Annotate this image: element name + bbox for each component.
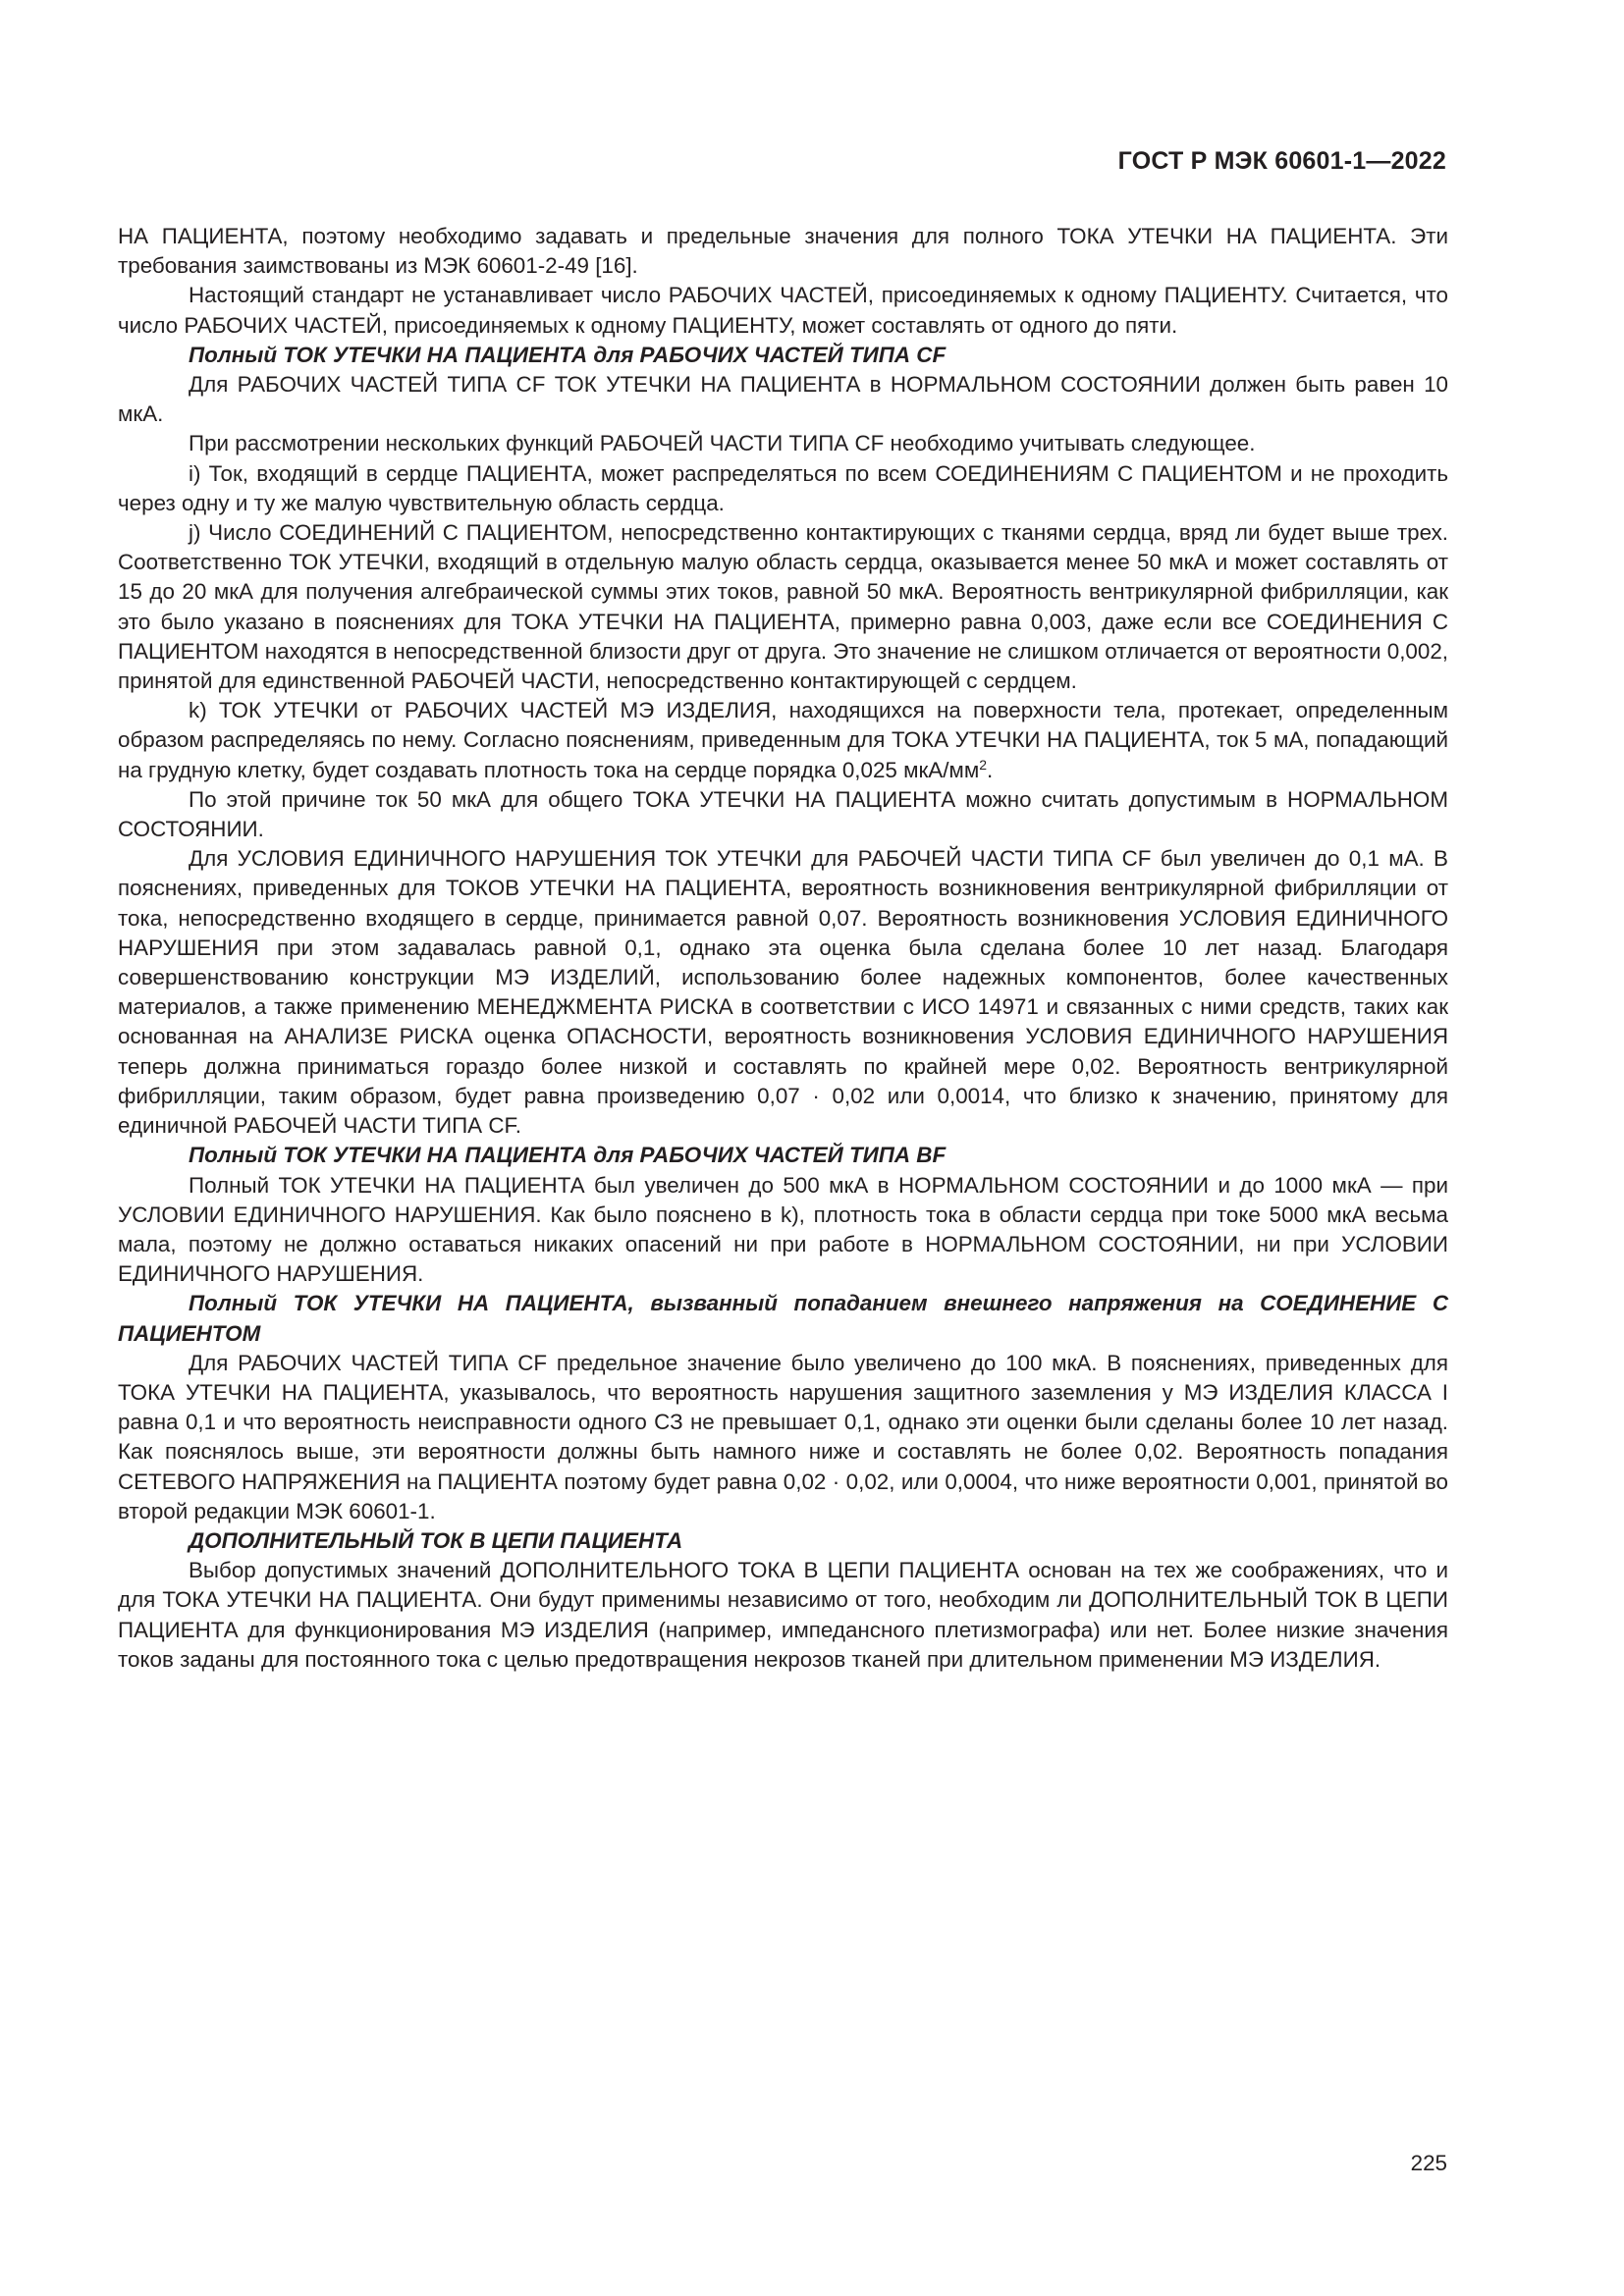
- paragraph: Для РАБОЧИХ ЧАСТЕЙ ТИПА CF предельное значение было увеличено до 100 мкА. В пояснениях, приведенных для ТОКА УТЕЧКИ НА ПАЦИЕНТА, указывалось, что вероятность нарушения защитного заземления у МЭ ИЗДЕЛИЯ КЛАССА I равна 0,1 и что вероятность неисправности одного СЗ не превышает 0,1, однако эти оценки были сделаны более 10 лет назад. Как пояснялось выше, эти вероятности должны быть намного ниже и составлять не более 0,02. Вероятность попадания СЕТЕВОГО НАПРЯЖЕНИЯ на ПАЦИЕНТА поэтому будет равна 0,02 · 0,02, или 0,0004, что ниже вероятности 0,001, принятой во второй редакции МЭК 60601-1.: [118, 1350, 1448, 1523]
- list-item: j) Число СОЕДИНЕНИЙ С ПАЦИЕНТОМ, непосредственно контактирующих с тканями сердца, вряд ли будет выше трех. Соответственно ТОК УТЕЧКИ, входящий в отдельную малую область сердца, оказывается менее 50 мкА и может составлять от 15 до 20 мкА для получения алгебраической суммы этих токов, равной 50 мкА. Вероятность вентрикулярной фибрилляции, как это было указано в пояснениях для ТОКА УТЕЧКИ НА ПАЦИЕНТА, примерно равна 0,003, даже если все СОЕДИНЕНИЯ С ПАЦИЕНТОМ находятся в непосредственной близости друг от друга. Это значение не слишком отличается от вероятности 0,002, принятой для единственной РАБОЧЕЙ ЧАСТИ, непосредственно контактирующей с сердцем.: [118, 520, 1448, 694]
- paragraph: Полный ТОК УТЕЧКИ НА ПАЦИЕНТА был увеличен до 500 мкА в НОРМАЛЬНОМ СОСТОЯНИИ и до 1000 мкА — при УСЛОВИИ ЕДИНИЧНОГО НАРУШЕНИЯ. Как было пояснено в k), плотность тока в области сердца при токе 5000 мкА весьма мала, поэтому не должно оставаться никаких опасений ни при работе в НОРМАЛЬНОМ СОСТОЯНИИ, ни при УСЛОВИИ ЕДИНИЧНОГО НАРУШЕНИЯ.: [118, 1172, 1448, 1287]
- superscript-exponent: 2: [979, 756, 988, 773]
- paragraph: Выбор допустимых значений ДОПОЛНИТЕЛЬНОГО ТОКА В ЦЕПИ ПАЦИЕНТА основан на тех же соображениях, что и для ТОКА УТЕЧКИ НА ПАЦИЕНТА. Они будут применимы независимо от того, необходим ли ДОПОЛНИТЕЛЬНЫЙ ТОК В ЦЕПИ ПАЦИЕНТА для функционирования МЭ ИЗДЕЛИЯ (например, импедансного плетизмографа) или нет. Более низкие значения токов заданы для постоянного тока с целью предотвращения некрозов тканей при длительном применении МЭ ИЗДЕЛИЯ.: [118, 1558, 1448, 1672]
- section-heading: Полный ТОК УТЕЧКИ НА ПАЦИЕНТА, вызванный попаданием внешнего напряжения на СОЕДИНЕНИЕ С ПАЦИЕНТОМ: [118, 1291, 1448, 1346]
- section-heading: Полный ТОК УТЕЧКИ НА ПАЦИЕНТА для РАБОЧИХ ЧАСТЕЙ ТИПА CF: [189, 342, 947, 367]
- page-number: 225: [1410, 2151, 1447, 2175]
- paragraph: При рассмотрении нескольких функций РАБОЧЕЙ ЧАСТИ ТИПА CF необходимо учитывать следующее.: [189, 431, 1256, 456]
- list-item: i) Ток, входящий в сердце ПАЦИЕНТА, может распределяться по всем СОЕДИНЕНИЯМ С ПАЦИЕНТОМ и не проходить через одну и ту же малую чувствительную область сердца.: [118, 460, 1448, 515]
- paragraph: НА ПАЦИЕНТА, поэтому необходимо задавать и предельные значения для полного ТОКА УТЕЧКИ НА ПАЦИЕНТА. Эти требования заимствованы из МЭК 60601-2-49 [16].: [118, 224, 1448, 279]
- section-heading: ДОПОЛНИТЕЛЬНЫЙ ТОК В ЦЕПИ ПАЦИЕНТА: [189, 1527, 683, 1553]
- paragraph: Настоящий стандарт не устанавливает число РАБОЧИХ ЧАСТЕЙ, присоединяемых к одному ПАЦИЕНТУ. Считается, что число РАБОЧИХ ЧАСТЕЙ, присоединяемых к одному ПАЦИЕНТУ, может составлять от одного до пяти.: [118, 283, 1448, 338]
- paragraph: Для РАБОЧИХ ЧАСТЕЙ ТИПА CF ТОК УТЕЧКИ НА ПАЦИЕНТА в НОРМАЛЬНОМ СОСТОЯНИИ должен быть равен 10 мкА.: [118, 372, 1448, 427]
- paragraph: По этой причине ток 50 мкА для общего ТОКА УТЕЧКИ НА ПАЦИЕНТА можно считать допустимым в НОРМАЛЬНОМ СОСТОЯНИИ.: [118, 786, 1448, 842]
- paragraph: Для УСЛОВИЯ ЕДИНИЧНОГО НАРУШЕНИЯ ТОК УТЕЧКИ для РАБОЧЕЙ ЧАСТИ ТИПА CF был увеличен до 0,1 мА. В пояснениях, приведенных для ТОКОВ УТЕЧКИ НА ПАЦИЕНТА, вероятность возникновения вентрикулярной фибрилляции от тока, непосредственно входящего в сердце, принимается равной 0,07. Вероятность возникновения УСЛОВИЯ ЕДИНИЧНОГО НАРУШЕНИЯ при этом задавалась равной 0,1, однако эта оценка была сделана более 10 лет назад. Благодаря совершенствованию конструкции МЭ ИЗДЕЛИЙ, использованию более надежных компонентов, более качественных материалов, а также применению МЕНЕДЖМЕНТА РИСКА в соответствии с ИСО 14971 и связанных с ними средств, таких как основанная на АНАЛИЗЕ РИСКА оценка ОПАСНОСТИ, вероятность возникновения УСЛОВИЯ ЕДИНИЧНОГО НАРУШЕНИЯ теперь должна приниматься гораздо более низкой и составлять по крайней мере 0,02. Вероятность вентрикулярной фибрилляции, таким образом, будет равна произведению 0,07 · 0,02 или 0,0014, что близко к значению, принятому для единичной РАБОЧЕЙ ЧАСТИ ТИПА CF.: [118, 846, 1448, 1139]
- page-header: ГОСТ Р МЭК 60601-1—2022: [1117, 147, 1446, 175]
- section-heading: Полный ТОК УТЕЧКИ НА ПАЦИЕНТА для РАБОЧИХ ЧАСТЕЙ ТИПА BF: [189, 1143, 947, 1168]
- sentence-end: .: [987, 757, 994, 782]
- document-body: [118, 222, 1448, 1675]
- list-item-text: k) ТОК УТЕЧКИ от РАБОЧИХ ЧАСТЕЙ МЭ ИЗДЕЛИЯ, находящихся на поверхности тела, протекает, определенным образом распределяясь по нему. Согласно пояснениям, приведенным для ТОКА УТЕЧКИ НА ПАЦИЕНТА, ток 5 мА, попадающий на грудную клетку, будет создавать плотность тока на сердце порядка 0,025 мкА/мм: [118, 698, 1448, 782]
- list-item: [118, 696, 1448, 785]
